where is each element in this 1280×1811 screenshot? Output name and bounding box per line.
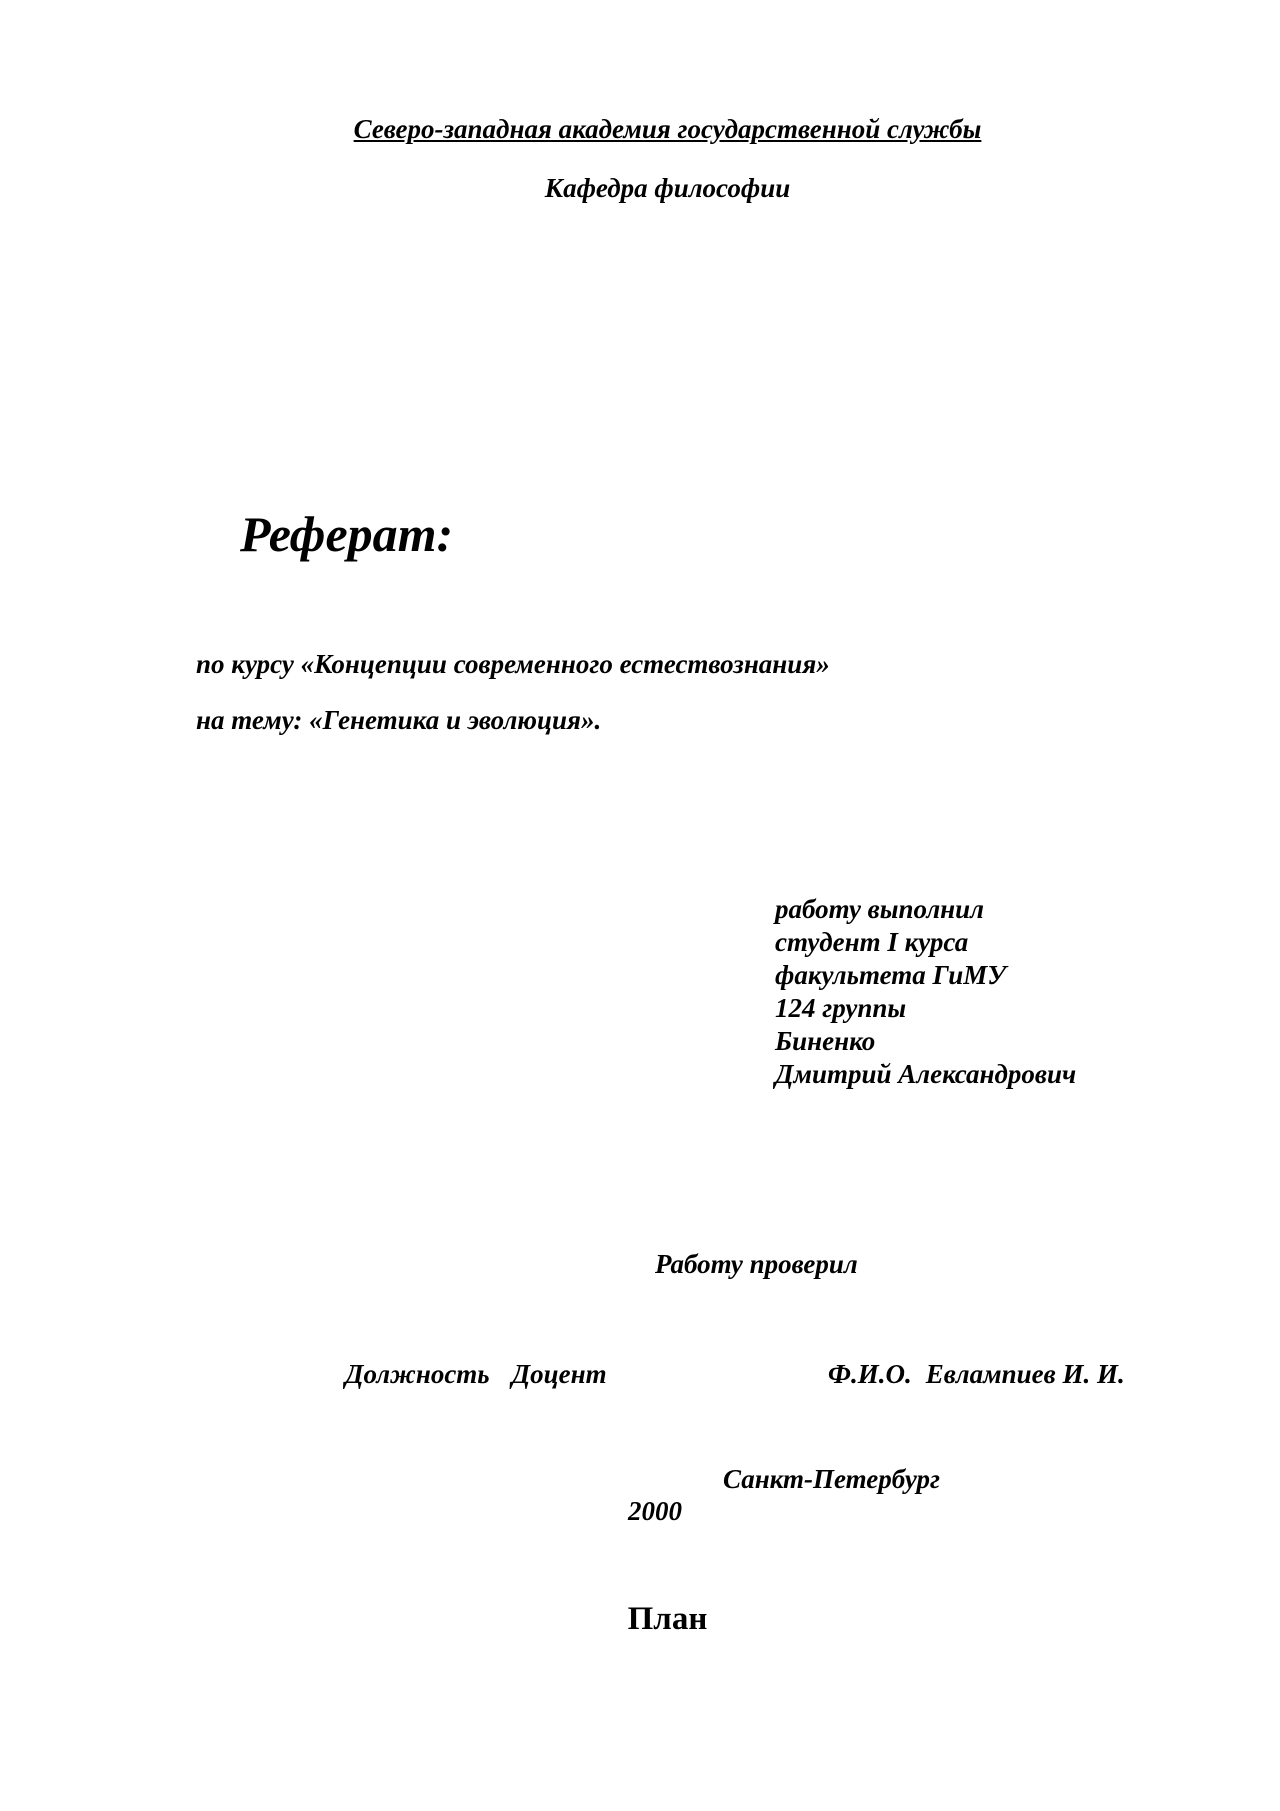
city: Санкт-Петербург (723, 1464, 940, 1494)
position-value: Доцент (511, 1359, 607, 1389)
reviewer-position (345, 1359, 607, 1390)
reviewer-name (828, 1359, 1125, 1390)
plan-heading: План (627, 1601, 708, 1637)
author-line: работу выполнил (775, 894, 985, 924)
author-line: студент I курса (775, 927, 969, 957)
year: 2000 (628, 1496, 682, 1526)
author-line: Дмитрий Александрович (775, 1059, 1077, 1089)
course-line: по курсу «Концепции современного естествознания» (196, 649, 830, 679)
author-line: 124 группы (775, 993, 907, 1023)
academy-name: Северо-западная академия государственной службы (353, 114, 982, 144)
author-line: факультета ГиМУ (775, 960, 1007, 990)
topic-line: на тему: «Генетика и эволюция». (196, 705, 602, 735)
name-value: Евлампиев И. И. (925, 1359, 1125, 1389)
position-label: Должность (345, 1359, 490, 1389)
reviewer-heading: Работу проверил (655, 1249, 858, 1279)
author-line: Биненко (775, 1026, 876, 1056)
name-label: Ф.И.О. (828, 1359, 912, 1389)
author-block (775, 893, 1076, 1091)
department-name: Кафедра философии (544, 173, 791, 203)
document-title: Реферат: (240, 506, 454, 562)
